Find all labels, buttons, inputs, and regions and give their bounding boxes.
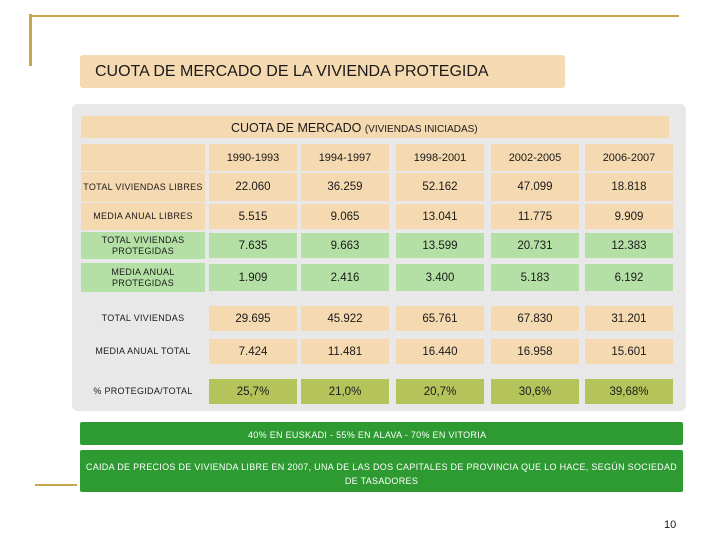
table-cell: 7.424 xyxy=(209,339,297,364)
table-cell: 16.440 xyxy=(396,339,484,364)
table-subtitle-main: CUOTA DE MERCADO xyxy=(231,121,362,135)
column-header: 1994-1997 xyxy=(301,144,389,171)
table-subtitle xyxy=(231,121,478,135)
table-cell: 16.958 xyxy=(491,339,579,364)
table-cell: 47.099 xyxy=(491,173,579,201)
table-cell: 30,6% xyxy=(491,379,579,404)
decor-vertical-line xyxy=(29,14,32,66)
table-cell: 39,68% xyxy=(585,379,673,404)
table-cell: 11.775 xyxy=(491,204,579,229)
column-header: 2006-2007 xyxy=(585,144,673,171)
row-label: TOTAL VIVIENDAS LIBRES xyxy=(81,172,205,202)
row-label: MEDIA ANUAL TOTAL xyxy=(81,338,205,365)
table-cell: 21,0% xyxy=(301,379,389,404)
table-cell: 13.599 xyxy=(396,233,484,258)
decor-horizontal-line xyxy=(29,15,679,17)
table-cell: 18.818 xyxy=(585,173,673,201)
header-empty-cell xyxy=(81,144,205,171)
note-band-prices xyxy=(80,450,683,492)
page-number: 10 xyxy=(664,519,677,531)
table-cell: 9.065 xyxy=(301,204,389,229)
table-cell: 15.601 xyxy=(585,339,673,364)
table-cell: 45.922 xyxy=(301,306,389,331)
slide-title: CUOTA DE MERCADO DE LA VIVIENDA PROTEGIDA xyxy=(95,63,489,80)
note-prices: CAIDA DE PRECIOS DE VIVIENDA LIBRE EN 2007, UNA DE LAS DOS CAPITALES DE PROVINCIA QUE LO HACE, SEGÚN SOCIEDAD DE TASADORES xyxy=(85,462,678,486)
table-cell: 36.259 xyxy=(301,173,389,201)
table-cell: 9.663 xyxy=(301,233,389,258)
table-cell: 5.515 xyxy=(209,204,297,229)
row-label: TOTAL VIVIENDAS xyxy=(81,305,205,332)
table-cell: 67.830 xyxy=(491,306,579,331)
table-cell: 22.060 xyxy=(209,173,297,201)
row-label: % PROTEGIDA/TOTAL xyxy=(81,378,205,405)
table-cell: 7.635 xyxy=(209,233,297,258)
note-band-percentages xyxy=(80,422,683,445)
table-cell: 1.909 xyxy=(209,264,297,291)
table-cell: 6.192 xyxy=(585,264,673,291)
row-label: MEDIA ANUAL LIBRES xyxy=(81,203,205,230)
table-cell: 12.383 xyxy=(585,233,673,258)
column-header: 1998-2001 xyxy=(396,144,484,171)
table-cell: 2.416 xyxy=(301,264,389,291)
table-cell: 29.695 xyxy=(209,306,297,331)
table-subtitle-box xyxy=(81,116,669,138)
column-header: 1990-1993 xyxy=(209,144,297,171)
table-cell: 5.183 xyxy=(491,264,579,291)
table-cell: 20.731 xyxy=(491,233,579,258)
table-cell: 20,7% xyxy=(396,379,484,404)
column-header: 2002-2005 xyxy=(491,144,579,171)
table-subtitle-sub: (VIVIENDAS INICIADAS) xyxy=(364,124,478,135)
row-label: TOTAL VIVIENDAS PROTEGIDAS xyxy=(81,232,205,259)
table-cell: 31.201 xyxy=(585,306,673,331)
table-cell: 9.909 xyxy=(585,204,673,229)
slide-title-box xyxy=(80,55,565,88)
table-cell: 25,7% xyxy=(209,379,297,404)
table-cell: 65.761 xyxy=(396,306,484,331)
row-label: MEDIA ANUAL PROTEGIDAS xyxy=(81,263,205,292)
decor-bottom-line xyxy=(35,484,77,486)
table-cell: 3.400 xyxy=(396,264,484,291)
table-cell: 52.162 xyxy=(396,173,484,201)
note-percentages: 40% EN EUSKADI - 55% EN ALAVA - 70% EN VITORIA xyxy=(248,430,487,440)
table-cell: 13.041 xyxy=(396,204,484,229)
table-cell: 11.481 xyxy=(301,339,389,364)
